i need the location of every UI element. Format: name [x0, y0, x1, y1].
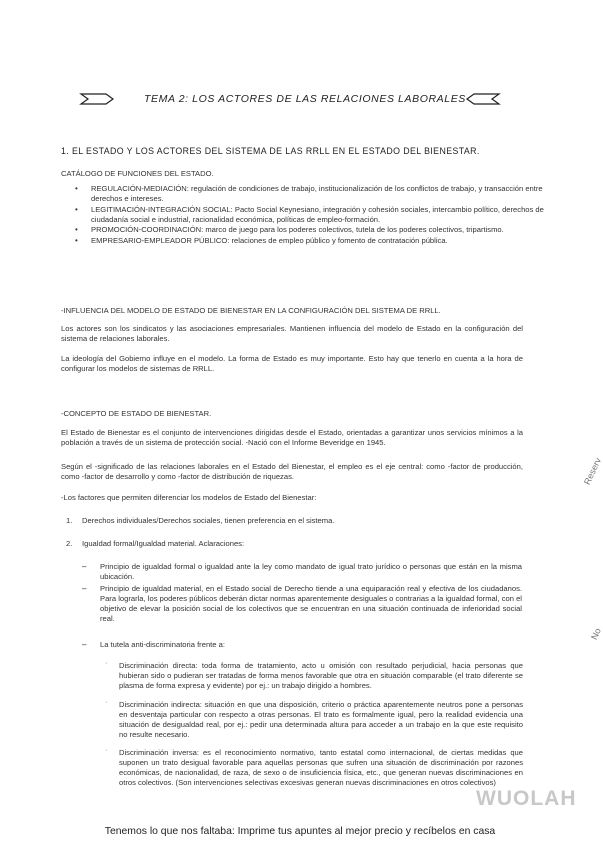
paragraph: La ideología del Gobierno influye en el modelo. La forma de Estado es muy importante. Esto hay que tenerlo en cuenta a la hora de configurar los modelos de sistemas de RRLL. [61, 354, 523, 373]
side-watermark: No [589, 626, 603, 642]
paragraph: El Estado de Bienestar es el conjunto de intervenciones dirigidas desde el Estado, orientadas a garantizar unos servicios mínimos a la población a través de un sistema de protección social. -Nació con el Informe Beveridge en 1945. [61, 428, 523, 447]
arrow-left-icon [466, 91, 500, 107]
dot-icon: · [105, 660, 108, 667]
footer-text: Tenemos lo que nos faltaba: Imprime tus apuntes al mejor precio y recíbelos en casa [104, 826, 496, 837]
list-item: • REGULACIÓN-MEDIACIÓN: regulación de condiciones de trabajo, institucionalización de los conflictos de trabajo, y transacción entre derechos e intereses. [91, 184, 553, 204]
paragraph: Los actores son los sindicatos y las asociaciones empresariales. Mantienen influencia del modelo de Estado en la configuración del sistema de relaciones laborales. [61, 324, 523, 343]
chapter-header [80, 91, 500, 107]
list-number: 1. [66, 516, 73, 525]
paragraph: -Los factores que permiten diferenciar los modelos de Estado del Bienestar: [61, 493, 317, 502]
list-item: • PROMOCIÓN-COORDINACIÓN: marco de juego para los poderes colectivos, tutela de los poderes colectivos, tripartismo. [91, 225, 553, 235]
list-item: • EMPRESARIO-EMPLEADOR PÚBLICO: relaciones de empleo público y fomento de contratación pública. [91, 236, 553, 246]
dot-icon: · [105, 747, 108, 754]
influence-heading: -INFLUENCIA DEL MODELO DE ESTADO DE BIENESTAR EN LA CONFIGURACIÓN DEL SISTEMA DE RRLL. [61, 306, 441, 315]
list-number: 2. [66, 539, 73, 548]
functions-list [61, 184, 553, 246]
list-item: Igualdad formal/Igualdad material. Aclaraciones: [82, 539, 245, 548]
brand-logo: WUOLAH [476, 787, 577, 810]
arrow-right-icon [80, 91, 114, 107]
dash-icon: – [82, 640, 87, 649]
chapter-title: TEMA 2: LOS ACTORES DE LAS RELACIONES LABORALES [144, 93, 466, 105]
dot-icon: · [105, 699, 108, 706]
dash-icon: – [82, 562, 87, 571]
list-item: • LEGITIMACIÓN-INTEGRACIÓN SOCIAL: Pacto Social Keynesiano, integración y cohesión sociales, intercambio político, derechos de ciudadanía social e industrial, racionalidad económica, políticas de empleo-formación. [91, 205, 553, 225]
section-title: 1. EL ESTADO Y LOS ACTORES DEL SISTEMA DE LAS RRLL EN EL ESTADO DEL BIENESTAR. [61, 146, 480, 156]
dash-icon: – [82, 584, 87, 593]
catalog-title: CATÁLOGO DE FUNCIONES DEL ESTADO. [61, 169, 214, 178]
side-watermark: Reserv [582, 456, 603, 487]
paragraph: Según el -significado de las relaciones laborales en el Estado del Bienestar, el empleo es el eje central: como -factor de producción, como -factor de desarrollo y como -factor de distribución de riquezas. [61, 462, 523, 481]
list-item: Derechos individuales/Derechos sociales, tienen preferencia en el sistema. [82, 516, 335, 525]
concept-heading: -CONCEPTO DE ESTADO DE BIENESTAR. [61, 409, 212, 418]
